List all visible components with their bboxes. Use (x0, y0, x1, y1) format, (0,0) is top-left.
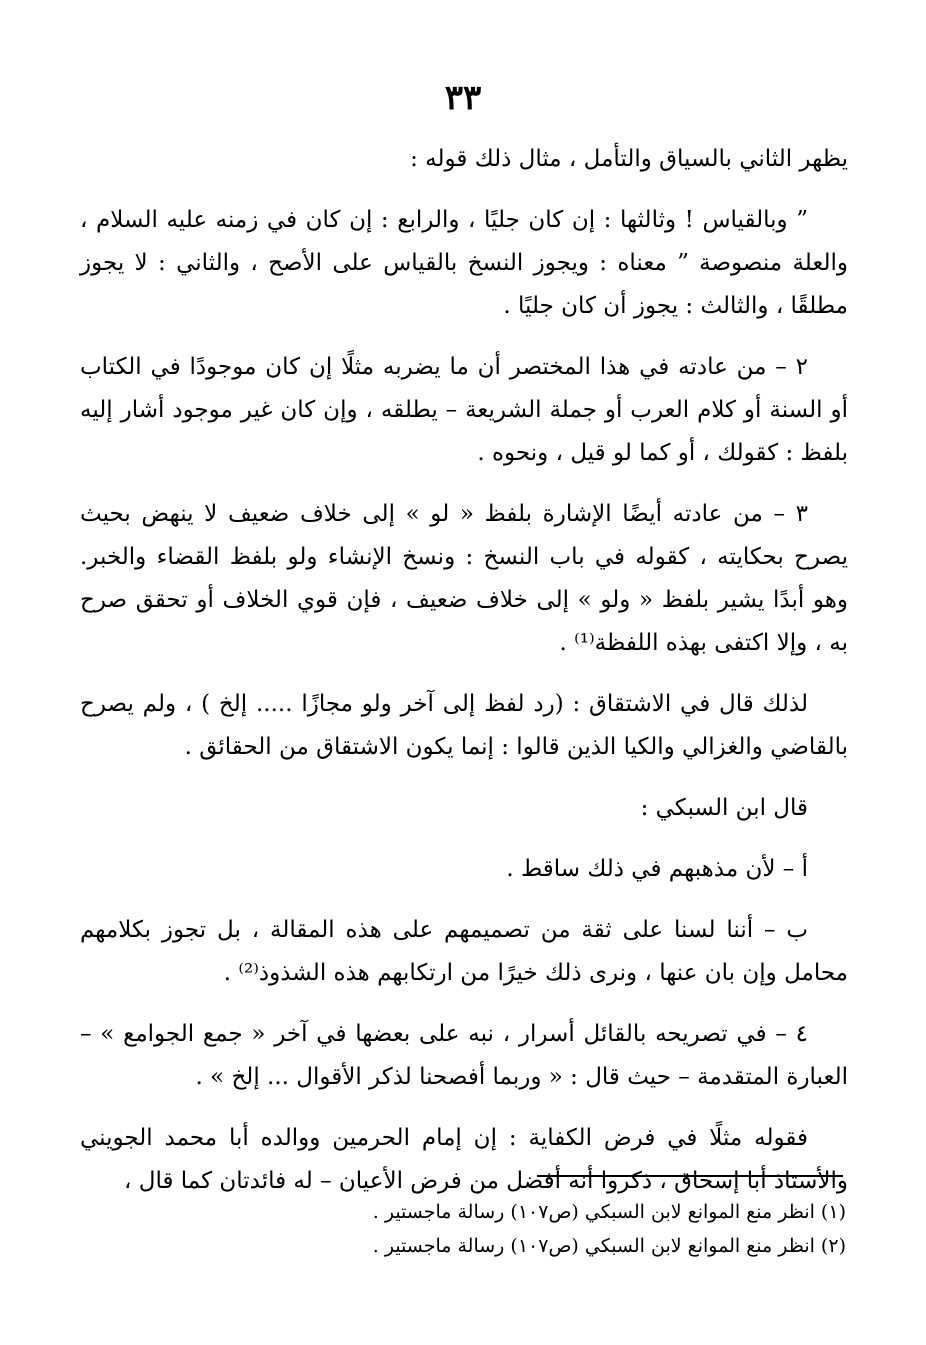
paragraph: ٢ – من عادته في هذا المختصر أن ما يضربه مثلًا إن كان موجودًا في الكتاب أو السنة أو كلام العرب أو جملة الشريعة – يطلقه ، وإن كان غير موجود أشار إليه بلفظ : كقولك ، أو كما لو قيل ، ونحوه . (80, 354, 848, 466)
paragraph: فقوله مثلًا في فرض الكفاية : إن إمام الحرمين ووالده أبا محمد الجويني والأستاذ أبا إسحاق ، ذكروا أنه أفضل من فرض الأعيان – له فائدتان كما قال ، (80, 1125, 848, 1194)
footnote-separator (537, 1175, 843, 1177)
paragraph: ب – أننا لسنا على ثقة من تصميمهم على هذه المقالة ، بل تجوز بكلامهم محامل وإن بان عنها ، ونرى ذلك خيرًا من ارتكابهم هذه الشذوذ⁽²⁾ . (80, 917, 848, 986)
paragraph: ٤ – في تصريحه بالقائل أسرار ، نبه على بعضها في آخر « جمع الجوامع » – العبارة المتقدمة – حيث قال : « وربما أفصحنا لذكر الأقوال ... إلخ » . (80, 1021, 848, 1090)
paragraph: لذلك قال في الاشتقاق : (رد لفظ إلى آخر ولو مجازًا ..... إلخ ) ، ولم يصرح بالقاضي والغزالي والكيا الذين قالوا : إنما يكون الاشتقاق من الحقائق . (80, 691, 848, 760)
page-number: ٣٣ (444, 78, 482, 118)
paragraph: قال ابن السبكي : (640, 795, 808, 821)
footnote: (١) انظر منع الموانع لابن السبكي (ص١٠٧) رسالة ماجستير . (372, 1201, 846, 1223)
paragraph: أ – لأن مذهبهم في ذلك ساقط . (506, 856, 808, 882)
footnote: (٢) انظر منع الموانع لابن السبكي (ص١٠٧) رسالة ماجستير . (372, 1235, 846, 1257)
paragraph: يظهر الثاني بالسياق والتأمل ، مثال ذلك قوله : (410, 146, 848, 172)
main-text (80, 138, 848, 1221)
footnotes (80, 1195, 846, 1263)
paragraph: ” وبالقياس ! وثالثها : إن كان جليًا ، والرابع : إن كان في زمنه عليه السلام ، والعلة منصوصة ” معناه : ويجوز النسخ بالقياس على الأصح ، والثاني : لا يجوز مطلقًا ، والثالث : يجوز أن كان جليًا . (80, 207, 848, 319)
paragraph: ٣ – من عادته أيضًا الإشارة بلفظ « لو » إلى خلاف ضعيف لا ينهض بحيث يصرح بحكايته ، كقوله في باب النسخ : ونسخ الإنشاء ولو بلفظ القضاء والخبر. وهو أبدًا يشير بلفظ « ولو » إلى خلاف ضعيف ، فإن قوي الخلاف أو تحقق صرح به ، وإلا اكتفى بهذه اللفظة⁽¹⁾ . (80, 501, 848, 656)
